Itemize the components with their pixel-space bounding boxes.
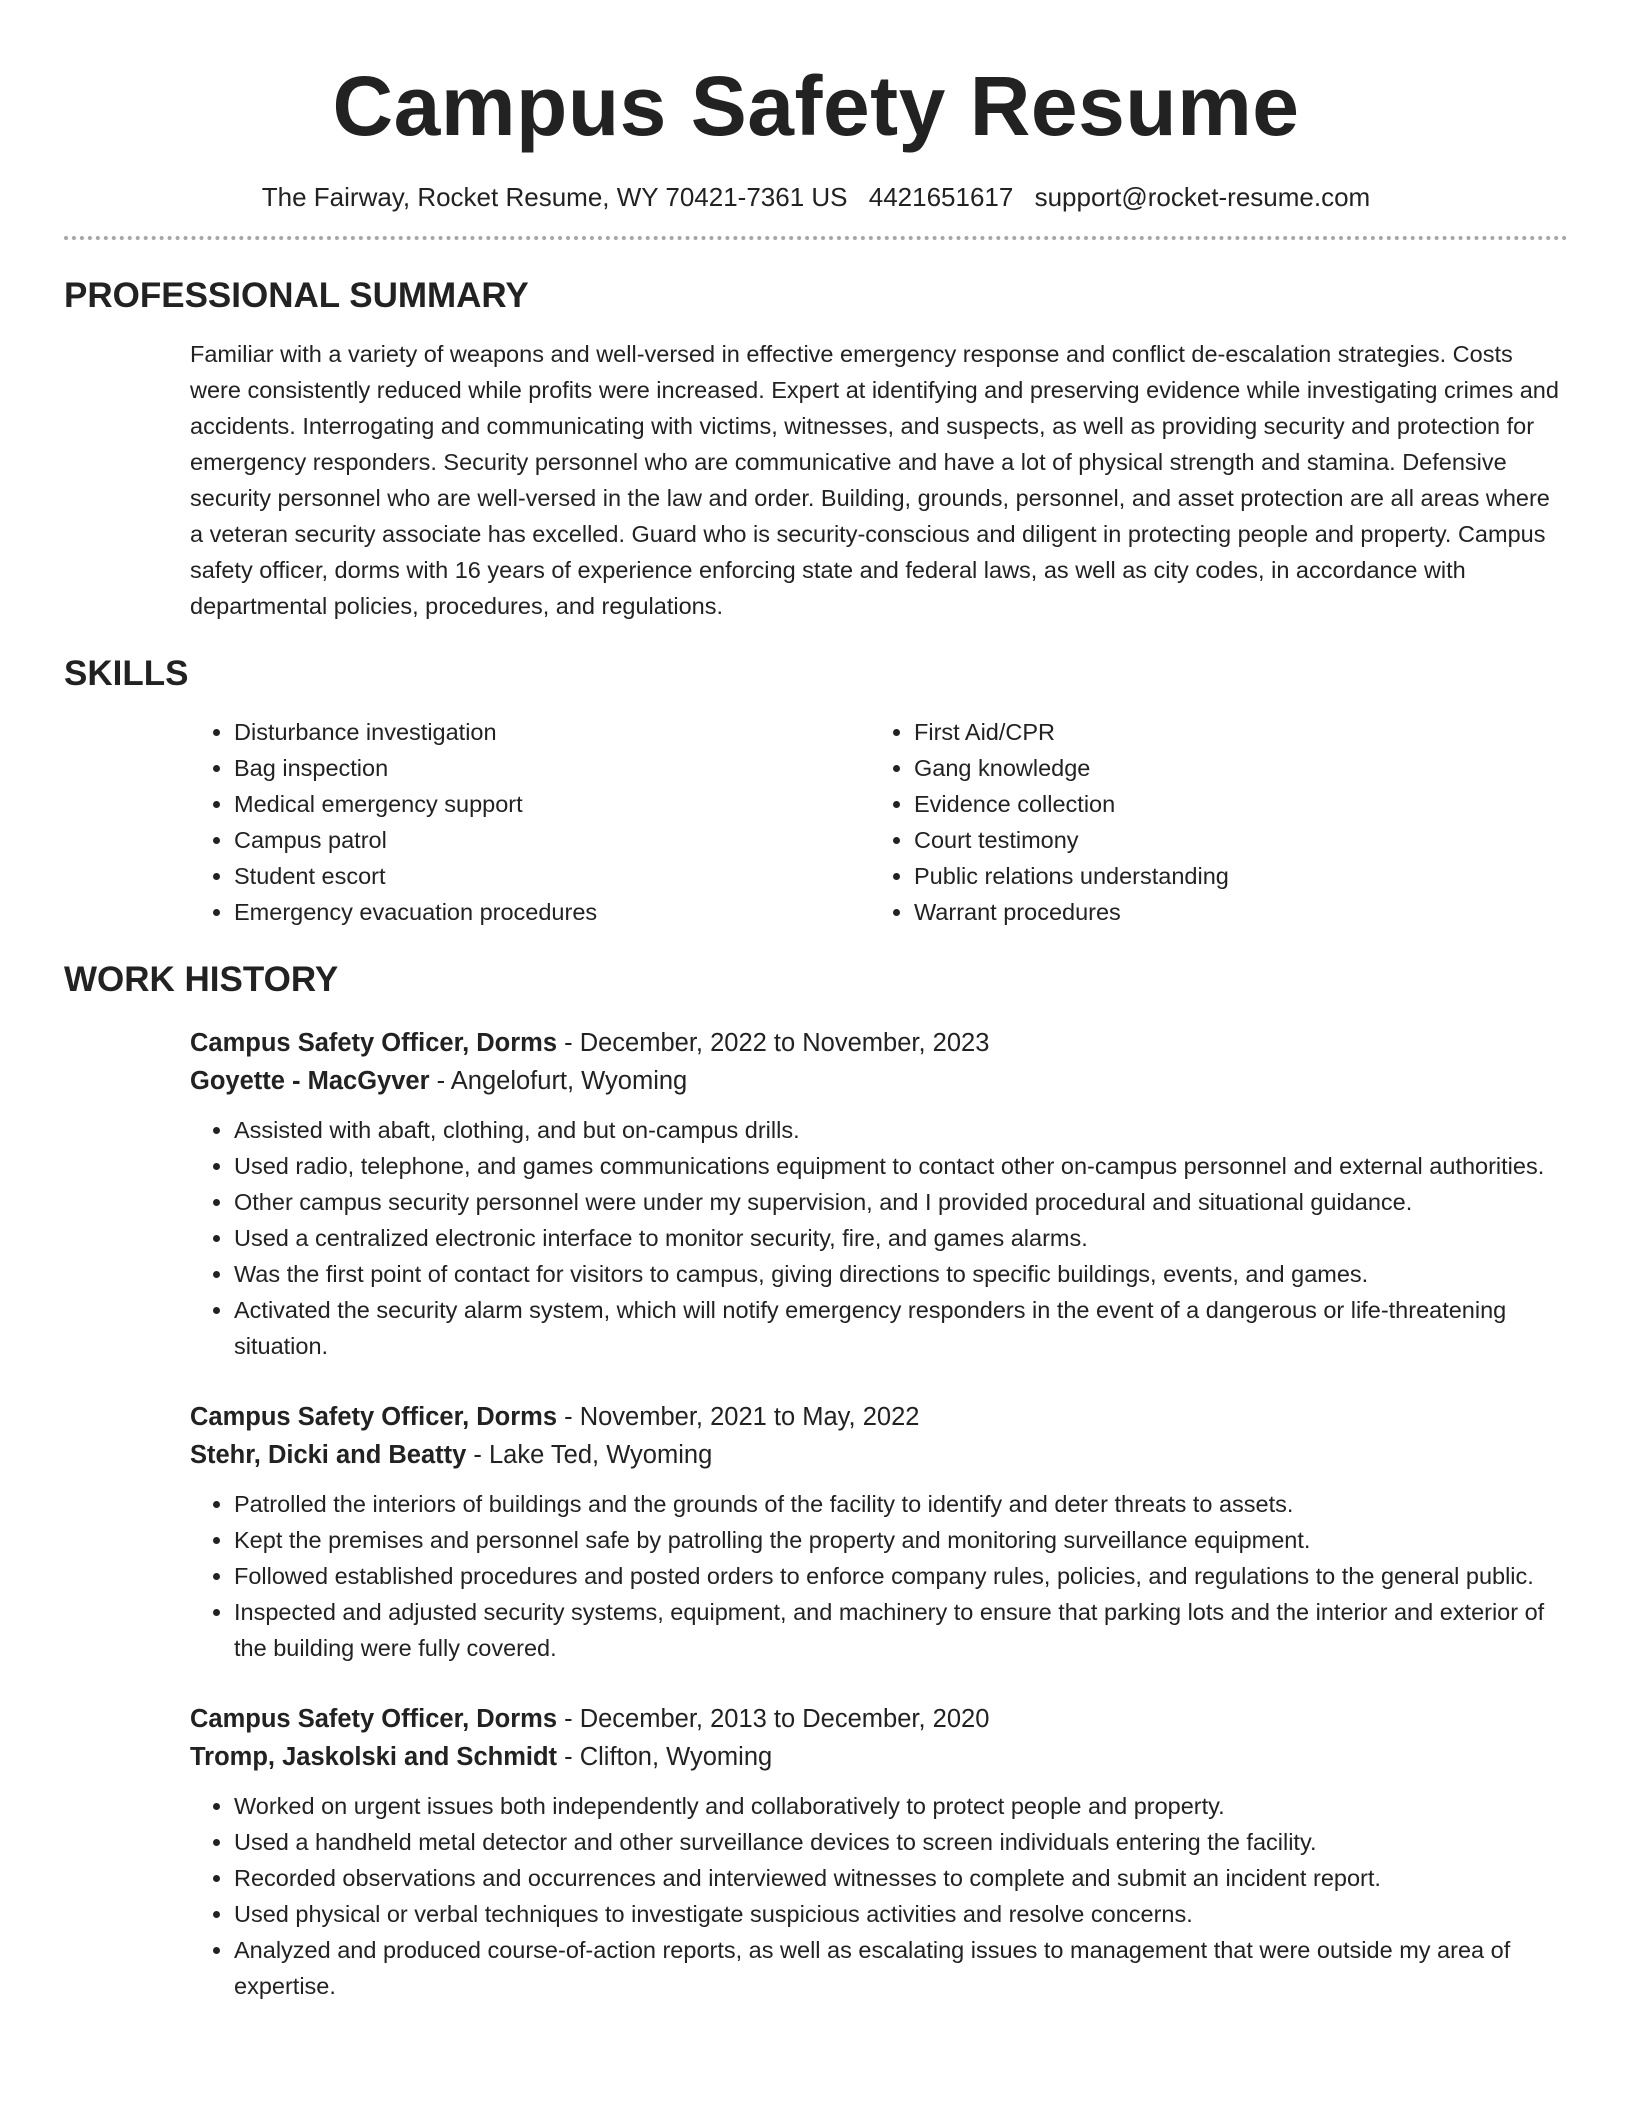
skill-item: • Medical emergency support bbox=[234, 786, 870, 822]
skill-item: • Campus patrol bbox=[234, 822, 870, 858]
job-bullet: • Used a handheld metal detector and other surveillance devices to screen individuals entering the facility. bbox=[234, 1824, 1568, 1860]
job-bullets bbox=[190, 1486, 1568, 1666]
skill-item: • Gang knowledge bbox=[914, 750, 1554, 786]
resume-name: Campus Safety Resume bbox=[332, 59, 1300, 153]
job-company: Tromp, Jaskolski and Schmidt bbox=[190, 1743, 558, 1771]
skill-item: • Student escort bbox=[234, 858, 870, 894]
job-entry bbox=[190, 1024, 1568, 1364]
summary-heading: PROFESSIONAL SUMMARY bbox=[64, 276, 529, 315]
summary-section bbox=[64, 274, 1568, 624]
job-title: Campus Safety Officer, Dorms bbox=[190, 1029, 558, 1057]
job-location: - Clifton, Wyoming bbox=[557, 1743, 773, 1771]
summary-text: Familiar with a variety of weapons and well-versed in effective emergency response and conflict de-escalation strategies. Costs were consistently reduced while profits were increased. Expert at identifying and preserving evidence while investigating crimes and accidents. Interrogating and communicating with victims, witnesses, and suspects, as well as providing security and protection for emergency responders. Security personnel who are communicative and have a lot of physical strength and stamina. Defensive security personnel who are well-versed in the law and order. Building, grounds, personnel, and asset protection are all areas where a veteran security associate has excelled. Guard who is security-conscious and diligent in protecting people and property. Campus safety officer, dorms with 16 years of experience enforcing state and federal laws, as well as city codes, in accordance with departmental policies, procedures, and regulations. bbox=[190, 341, 1559, 619]
job-title: Campus Safety Officer, Dorms bbox=[190, 1403, 558, 1431]
skill-item: • Warrant procedures bbox=[914, 894, 1554, 930]
resume-page bbox=[64, 0, 1568, 2112]
skill-item: • Disturbance investigation bbox=[234, 714, 870, 750]
job-bullet: • Inspected and adjusted security systems, equipment, and machinery to ensure that parking lots and the interior and exterior of the building were fully covered. bbox=[234, 1594, 1568, 1666]
job-title: Campus Safety Officer, Dorms bbox=[190, 1705, 558, 1733]
contact-email: support@rocket-resume.com bbox=[1034, 182, 1371, 212]
skill-item: • Bag inspection bbox=[234, 750, 870, 786]
skill-item: • Evidence collection bbox=[914, 786, 1554, 822]
job-bullet: • Used radio, telephone, and games communications equipment to contact other on-campus personnel and external authorities. bbox=[234, 1148, 1568, 1184]
job-location: - Angelofurt, Wyoming bbox=[429, 1067, 688, 1095]
job-title-line bbox=[190, 1700, 1568, 1738]
work-heading: WORK HISTORY bbox=[64, 960, 339, 999]
skills-list-right bbox=[870, 714, 1554, 930]
job-entry bbox=[190, 1700, 1568, 2004]
job-bullet: • Recorded observations and occurrences and interviewed witnesses to complete and submit an incident report. bbox=[234, 1860, 1568, 1896]
job-bullet: • Was the first point of contact for visitors to campus, giving directions to specific buildings, events, and games. bbox=[234, 1256, 1568, 1292]
contact-line bbox=[64, 180, 1568, 214]
skills-columns bbox=[190, 714, 1568, 930]
skills-list-left bbox=[190, 714, 870, 930]
job-location: - Lake Ted, Wyoming bbox=[466, 1441, 713, 1469]
job-dates: - November, 2021 to May, 2022 bbox=[557, 1403, 920, 1431]
job-company-line bbox=[190, 1062, 1568, 1100]
job-bullet: • Assisted with abaft, clothing, and but on-campus drills. bbox=[234, 1112, 1568, 1148]
header-divider bbox=[64, 236, 1568, 240]
contact-phone: 4421651617 bbox=[868, 182, 1014, 212]
job-bullet: • Patrolled the interiors of buildings and the grounds of the facility to identify and deter threats to assets. bbox=[234, 1486, 1568, 1522]
job-title-line bbox=[190, 1024, 1568, 1062]
skill-item: • Emergency evacuation procedures bbox=[234, 894, 870, 930]
job-bullet: • Worked on urgent issues both independently and collaboratively to protect people and property. bbox=[234, 1788, 1568, 1824]
job-bullet: • Used a centralized electronic interface to monitor security, fire, and games alarms. bbox=[234, 1220, 1568, 1256]
job-bullet: • Other campus security personnel were under my supervision, and I provided procedural and situational guidance. bbox=[234, 1184, 1568, 1220]
job-bullet: • Kept the premises and personnel safe by patrolling the property and monitoring surveillance equipment. bbox=[234, 1522, 1568, 1558]
job-bullets bbox=[190, 1112, 1568, 1364]
skill-item: • Court testimony bbox=[914, 822, 1554, 858]
job-company: Goyette - MacGyver bbox=[190, 1067, 430, 1095]
skills-heading: SKILLS bbox=[64, 654, 189, 693]
job-dates: - December, 2013 to December, 2020 bbox=[557, 1705, 990, 1733]
job-dates: - December, 2022 to November, 2023 bbox=[557, 1029, 990, 1057]
job-bullets bbox=[190, 1788, 1568, 2004]
job-bullet: • Activated the security alarm system, which will notify emergency responders in the event of a dangerous or life-threatening situation. bbox=[234, 1292, 1568, 1364]
work-section bbox=[64, 958, 1568, 2004]
job-bullet: • Followed established procedures and posted orders to enforce company rules, policies, and regulations to the general public. bbox=[234, 1558, 1568, 1594]
skill-item: • First Aid/CPR bbox=[914, 714, 1554, 750]
job-company: Stehr, Dicki and Beatty bbox=[190, 1441, 467, 1469]
skill-item: • Public relations understanding bbox=[914, 858, 1554, 894]
job-bullet: • Analyzed and produced course-of-action reports, as well as escalating issues to management that were outside my area of expertise. bbox=[234, 1932, 1568, 2004]
job-company-line bbox=[190, 1738, 1568, 1776]
job-company-line bbox=[190, 1436, 1568, 1474]
job-title-line bbox=[190, 1398, 1568, 1436]
contact-address: The Fairway, Rocket Resume, WY 70421-7361 US bbox=[261, 182, 848, 212]
job-bullet: • Used physical or verbal techniques to investigate suspicious activities and resolve concerns. bbox=[234, 1896, 1568, 1932]
job-entry bbox=[190, 1398, 1568, 1666]
skills-section bbox=[64, 652, 1568, 930]
